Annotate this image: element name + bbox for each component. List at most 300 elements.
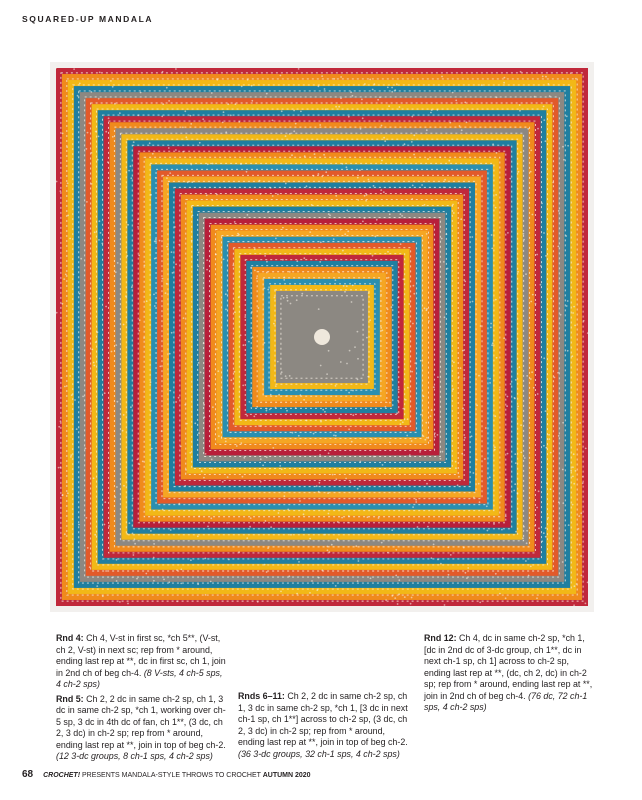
yarn-texture <box>253 416 255 418</box>
yarn-texture <box>267 289 269 291</box>
yarn-texture <box>546 482 548 484</box>
yarn-texture <box>266 93 268 95</box>
yarn-texture <box>93 477 95 479</box>
yarn-texture <box>283 297 285 299</box>
yarn-texture <box>462 407 464 409</box>
yarn-texture <box>211 459 213 461</box>
yarn-texture <box>426 309 428 311</box>
yarn-texture <box>86 148 88 150</box>
yarn-texture <box>348 428 350 430</box>
yarn-texture <box>455 467 457 469</box>
yarn-texture <box>400 423 402 425</box>
yarn-texture <box>325 258 327 260</box>
yarn-texture <box>460 367 462 369</box>
yarn-texture <box>507 453 509 455</box>
yarn-texture <box>449 122 451 124</box>
yarn-texture <box>248 503 250 505</box>
yarn-texture <box>554 377 556 379</box>
yarn-texture <box>313 175 315 177</box>
yarn-texture <box>240 442 242 444</box>
yarn-texture <box>492 342 494 344</box>
yarn-texture <box>387 308 389 310</box>
yarn-texture <box>128 170 130 172</box>
yarn-texture <box>303 257 305 259</box>
yarn-texture <box>344 291 346 293</box>
yarn-texture <box>218 511 220 513</box>
yarn-texture <box>323 154 325 156</box>
yarn-texture <box>62 303 64 305</box>
yarn-texture <box>116 559 118 561</box>
yarn-texture <box>575 78 577 80</box>
yarn-texture <box>116 580 118 582</box>
yarn-texture <box>506 479 508 481</box>
yarn-texture <box>250 517 252 519</box>
yarn-texture <box>452 388 454 390</box>
yarn-texture <box>351 441 353 443</box>
yarn-texture <box>335 385 337 387</box>
yarn-texture <box>122 430 124 432</box>
yarn-texture <box>229 90 231 92</box>
yarn-texture <box>440 563 442 565</box>
yarn-texture <box>207 526 209 528</box>
yarn-texture <box>335 585 337 587</box>
yarn-texture <box>379 96 381 98</box>
yarn-texture <box>70 454 72 456</box>
yarn-texture <box>266 272 268 274</box>
yarn-texture <box>246 171 248 173</box>
yarn-texture <box>112 136 114 138</box>
yarn-texture <box>176 600 178 602</box>
yarn-texture <box>397 400 399 402</box>
yarn-texture <box>382 330 384 332</box>
yarn-texture <box>222 122 224 124</box>
yarn-texture <box>375 236 377 238</box>
yarn-texture <box>477 270 479 272</box>
yarn-texture <box>320 421 322 423</box>
yarn-texture <box>494 415 496 417</box>
yarn-texture <box>203 404 205 406</box>
yarn-texture <box>505 597 507 599</box>
yarn-texture <box>350 91 352 93</box>
yarn-texture <box>388 277 390 279</box>
yarn-texture <box>67 182 69 184</box>
yarn-texture <box>150 530 152 532</box>
yarn-texture <box>471 236 473 238</box>
yarn-texture <box>560 314 562 316</box>
yarn-texture <box>499 389 501 391</box>
yarn-texture <box>352 95 354 97</box>
yarn-texture <box>431 409 433 411</box>
yarn-texture <box>357 379 359 381</box>
yarn-texture <box>197 535 199 537</box>
yarn-texture <box>249 401 251 403</box>
yarn-texture <box>399 106 401 108</box>
yarn-texture <box>494 449 496 451</box>
yarn-texture <box>278 394 280 396</box>
yarn-texture <box>283 495 285 497</box>
yarn-texture <box>519 110 521 112</box>
yarn-texture <box>484 458 486 460</box>
yarn-texture <box>517 271 519 273</box>
yarn-texture <box>279 465 281 467</box>
yarn-texture <box>190 559 192 561</box>
yarn-texture <box>568 524 570 526</box>
yarn-texture <box>104 501 106 503</box>
yarn-texture <box>351 301 353 303</box>
yarn-texture <box>359 461 361 463</box>
yarn-texture <box>278 512 280 514</box>
yarn-texture <box>455 461 457 463</box>
yarn-texture <box>138 255 140 257</box>
yarn-texture <box>171 251 173 253</box>
yarn-texture <box>333 238 335 240</box>
yarn-texture <box>114 496 116 498</box>
yarn-texture <box>326 373 328 375</box>
yarn-texture <box>212 163 214 165</box>
yarn-texture <box>327 549 329 551</box>
yarn-texture <box>309 538 311 540</box>
yarn-texture <box>248 341 250 343</box>
yarn-texture <box>318 173 320 175</box>
yarn-texture <box>536 254 538 256</box>
yarn-texture <box>198 432 200 434</box>
yarn-texture <box>500 495 502 497</box>
yarn-texture <box>457 484 459 486</box>
yarn-texture <box>129 522 131 524</box>
page-footer <box>22 769 622 780</box>
yarn-texture <box>306 185 308 187</box>
yarn-texture <box>537 128 539 130</box>
yarn-texture <box>520 424 522 426</box>
yarn-texture <box>545 76 547 78</box>
yarn-texture <box>358 560 360 562</box>
yarn-texture <box>238 551 240 553</box>
yarn-texture <box>381 160 383 162</box>
yarn-texture <box>98 136 100 138</box>
yarn-texture <box>175 149 177 151</box>
yarn-texture <box>543 532 545 534</box>
yarn-texture <box>166 246 168 248</box>
yarn-texture <box>496 152 498 154</box>
yarn-texture <box>267 547 269 549</box>
yarn-texture <box>234 311 236 313</box>
yarn-texture <box>480 325 482 327</box>
yarn-texture <box>319 261 321 263</box>
yarn-texture <box>250 267 252 269</box>
yarn-texture <box>225 309 227 311</box>
yarn-texture <box>178 503 180 505</box>
yarn-texture <box>296 260 298 262</box>
yarn-texture <box>582 482 584 484</box>
yarn-texture <box>481 84 483 86</box>
yarn-texture <box>183 317 185 319</box>
yarn-texture <box>71 394 73 396</box>
yarn-texture <box>99 298 101 300</box>
yarn-texture <box>415 501 417 503</box>
yarn-texture <box>119 601 121 603</box>
yarn-texture <box>518 171 520 173</box>
yarn-texture <box>395 575 397 577</box>
yarn-texture <box>105 306 107 308</box>
yarn-texture <box>406 435 408 437</box>
yarn-texture <box>79 293 81 295</box>
yarn-texture <box>415 499 417 501</box>
yarn-texture <box>161 116 163 118</box>
yarn-texture <box>389 442 391 444</box>
yarn-texture <box>473 472 475 474</box>
yarn-texture <box>186 423 188 425</box>
yarn-texture <box>467 567 469 569</box>
yarn-texture <box>419 451 421 453</box>
yarn-texture <box>352 414 354 416</box>
yarn-texture <box>136 578 138 580</box>
yarn-texture <box>417 526 419 528</box>
yarn-texture <box>210 517 212 519</box>
yarn-texture <box>346 363 348 365</box>
yarn-texture <box>223 258 225 260</box>
rnd-5-note: (12 3-dc groups, 8 ch-1 sps, 4 ch-2 sps) <box>56 751 213 761</box>
yarn-texture <box>525 560 527 562</box>
yarn-texture <box>585 603 587 605</box>
yarn-texture <box>97 159 99 161</box>
yarn-texture <box>469 152 471 154</box>
yarn-texture <box>191 240 193 242</box>
yarn-texture <box>506 405 508 407</box>
yarn-texture <box>344 233 346 235</box>
yarn-texture <box>427 526 429 528</box>
yarn-texture <box>515 531 517 533</box>
yarn-texture <box>351 270 353 272</box>
yarn-texture <box>207 163 209 165</box>
yarn-texture <box>391 378 393 380</box>
yarn-texture <box>98 98 100 100</box>
yarn-texture <box>577 118 579 120</box>
yarn-texture <box>256 406 258 408</box>
yarn-texture <box>327 546 329 548</box>
yarn-texture <box>162 509 164 511</box>
yarn-texture <box>259 180 261 182</box>
yarn-texture <box>380 189 382 191</box>
yarn-texture <box>184 485 186 487</box>
yarn-texture <box>63 278 65 280</box>
yarn-texture <box>348 392 350 394</box>
yarn-texture <box>65 274 67 276</box>
yarn-texture <box>495 299 497 301</box>
yarn-texture <box>133 554 135 556</box>
yarn-texture <box>371 439 373 441</box>
yarn-texture <box>464 102 466 104</box>
yarn-texture <box>127 603 129 605</box>
yarn-texture <box>142 461 144 463</box>
yarn-texture <box>535 303 537 305</box>
yarn-texture <box>225 293 227 295</box>
yarn-texture <box>254 248 256 250</box>
yarn-texture <box>411 198 413 200</box>
yarn-texture <box>398 579 400 581</box>
yarn-texture <box>340 229 342 231</box>
yarn-texture <box>501 529 503 531</box>
yarn-texture <box>171 332 173 334</box>
yarn-texture <box>487 263 489 265</box>
yarn-texture <box>533 387 535 389</box>
rnd-4-paragraph <box>56 633 226 691</box>
yarn-texture <box>357 580 359 582</box>
yarn-texture <box>536 507 538 509</box>
yarn-texture <box>562 469 564 471</box>
yarn-texture <box>252 336 254 338</box>
yarn-texture <box>107 161 109 163</box>
yarn-texture <box>381 542 383 544</box>
yarn-texture <box>309 231 311 233</box>
yarn-texture <box>345 478 347 480</box>
yarn-texture <box>256 278 258 280</box>
yarn-texture <box>585 448 587 450</box>
yarn-texture <box>364 217 366 219</box>
yarn-texture <box>272 447 274 449</box>
yarn-texture <box>313 433 315 435</box>
yarn-texture <box>389 213 391 215</box>
yarn-texture <box>282 227 284 229</box>
yarn-texture <box>91 91 93 93</box>
yarn-texture <box>201 470 203 472</box>
yarn-texture <box>287 509 289 511</box>
yarn-texture <box>423 395 425 397</box>
yarn-texture <box>58 426 60 428</box>
yarn-texture <box>335 195 337 197</box>
yarn-texture <box>115 344 117 346</box>
yarn-texture <box>273 323 275 325</box>
yarn-texture <box>154 305 156 307</box>
yarn-texture <box>526 375 528 377</box>
yarn-texture <box>247 79 249 81</box>
yarn-texture <box>573 483 575 485</box>
yarn-texture <box>434 436 436 438</box>
mandala-photo <box>50 62 594 612</box>
yarn-texture <box>361 99 363 101</box>
yarn-texture <box>342 250 344 252</box>
yarn-texture <box>413 154 415 156</box>
yarn-texture <box>543 106 545 108</box>
yarn-texture <box>299 500 301 502</box>
yarn-texture <box>372 255 374 257</box>
yarn-texture <box>374 240 376 242</box>
yarn-texture <box>576 583 578 585</box>
yarn-texture <box>518 366 520 368</box>
yarn-texture <box>367 516 369 518</box>
yarn-texture <box>228 559 230 561</box>
yarn-texture <box>412 185 414 187</box>
yarn-texture <box>424 204 426 206</box>
yarn-texture <box>414 362 416 364</box>
yarn-texture <box>572 312 574 314</box>
yarn-texture <box>319 124 321 126</box>
yarn-texture <box>137 219 139 221</box>
yarn-texture <box>168 581 170 583</box>
yarn-texture <box>292 419 294 421</box>
yarn-texture <box>198 362 200 364</box>
rnd-12-label: Rnd 12: <box>424 633 457 643</box>
yarn-texture <box>251 85 253 87</box>
yarn-texture <box>411 440 413 442</box>
yarn-texture <box>453 212 455 214</box>
yarn-texture <box>397 297 399 299</box>
yarn-texture <box>159 240 161 242</box>
yarn-texture <box>338 106 340 108</box>
yarn-texture <box>238 296 240 298</box>
yarn-texture <box>155 239 157 241</box>
yarn-texture <box>260 458 262 460</box>
yarn-texture <box>372 89 374 91</box>
yarn-texture <box>463 377 465 379</box>
yarn-texture <box>286 297 288 299</box>
yarn-texture <box>403 278 405 280</box>
yarn-texture <box>532 214 534 216</box>
yarn-texture <box>335 435 337 437</box>
yarn-texture <box>396 412 398 414</box>
yarn-texture <box>288 575 290 577</box>
yarn-texture <box>270 394 272 396</box>
yarn-texture <box>509 178 511 180</box>
yarn-texture <box>108 117 110 119</box>
yarn-texture <box>377 99 379 101</box>
yarn-texture <box>303 513 305 515</box>
yarn-texture <box>396 83 398 85</box>
yarn-texture <box>260 481 262 483</box>
yarn-texture <box>489 382 491 384</box>
yarn-texture <box>78 524 80 526</box>
yarn-texture <box>285 183 287 185</box>
yarn-texture <box>523 233 525 235</box>
yarn-texture <box>550 298 552 300</box>
yarn-texture <box>311 580 313 582</box>
yarn-texture <box>362 117 364 119</box>
yarn-texture <box>272 195 274 197</box>
yarn-texture <box>352 284 354 286</box>
yarn-texture <box>206 269 208 271</box>
yarn-texture <box>85 448 87 450</box>
yarn-texture <box>266 410 268 412</box>
yarn-texture <box>267 211 269 213</box>
yarn-texture <box>411 597 413 599</box>
yarn-texture <box>285 135 287 137</box>
yarn-texture <box>402 421 404 423</box>
yarn-texture <box>370 577 372 579</box>
yarn-texture <box>495 207 497 209</box>
yarn-texture <box>162 103 164 105</box>
yarn-texture <box>190 123 192 125</box>
yarn-texture <box>297 558 299 560</box>
yarn-texture <box>346 210 348 212</box>
yarn-texture <box>499 593 501 595</box>
yarn-texture <box>391 87 393 89</box>
yarn-texture <box>425 422 427 424</box>
yarn-texture <box>380 294 382 296</box>
yarn-texture <box>412 323 414 325</box>
yarn-texture <box>333 435 335 437</box>
yarn-texture <box>91 349 93 351</box>
yarn-texture <box>359 169 361 171</box>
yarn-texture <box>367 376 369 378</box>
yarn-texture <box>341 163 343 165</box>
yarn-texture <box>319 454 321 456</box>
yarn-texture <box>545 527 547 529</box>
yarn-texture <box>251 100 253 102</box>
yarn-texture <box>524 457 526 459</box>
yarn-texture <box>567 145 569 147</box>
yarn-texture <box>295 407 297 409</box>
yarn-texture <box>405 399 407 401</box>
yarn-texture <box>557 372 559 374</box>
